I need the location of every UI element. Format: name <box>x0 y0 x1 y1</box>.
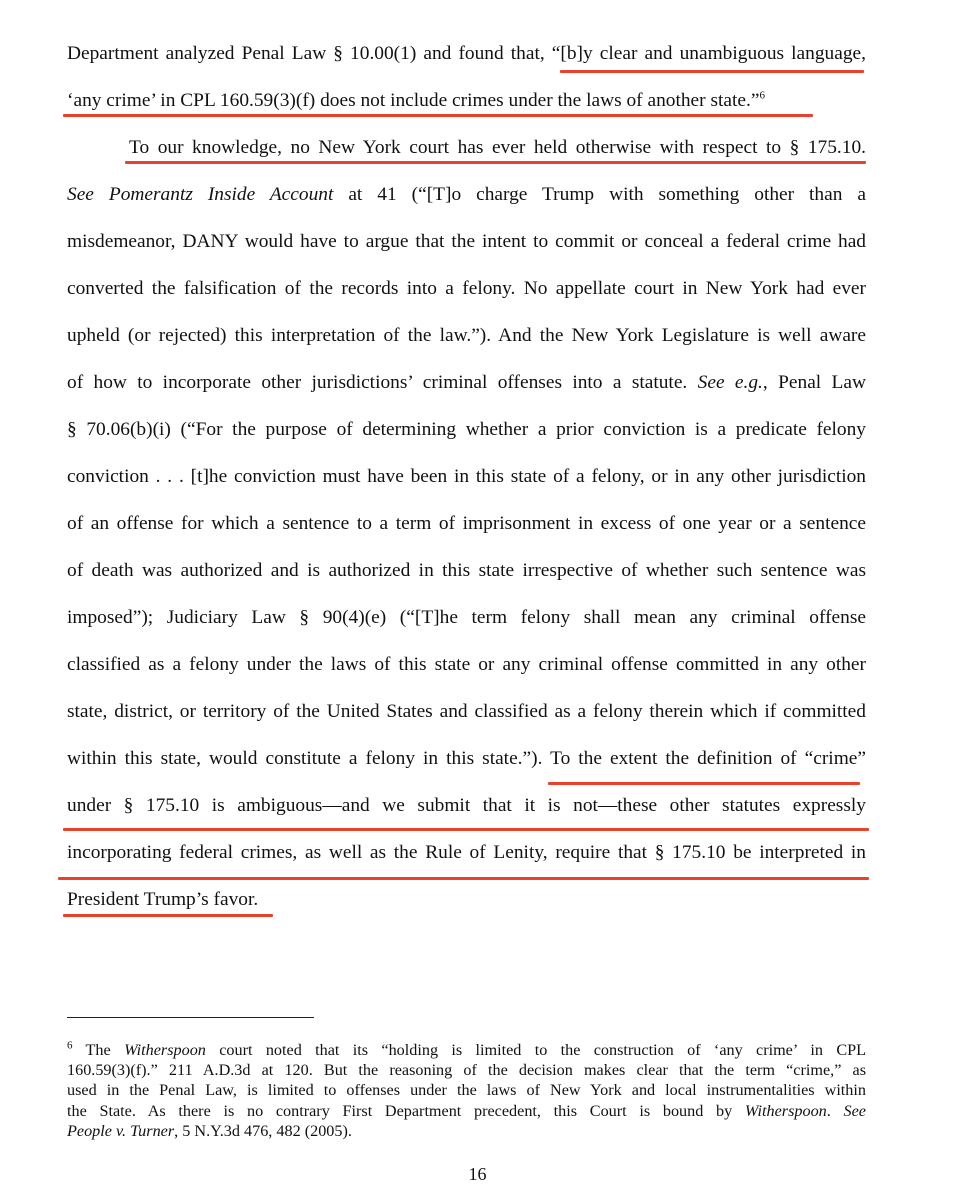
body-line-3: To our knowledge, no New York court has ever held otherwise with respect to § 175.10. <box>129 137 866 158</box>
body-line-15: state, district, or territory of the United States and classified as a felony therein which if committed <box>67 701 866 722</box>
highlight-underline-7 <box>63 914 273 917</box>
body-line-19: President Trump’s favor. <box>67 889 259 910</box>
highlight-underline-4 <box>548 782 860 785</box>
body-line-5: misdemeanor, DANY would have to argue that the intent to commit or conceal a federal crime had <box>67 231 866 252</box>
highlight-underline-1 <box>560 70 864 73</box>
footnote-6-line-4: the State. As there is no contrary First Department precedent, this Court is bound by Witherspoon. See <box>67 1102 866 1120</box>
footnote-number: 6 <box>67 1039 73 1052</box>
body-line-13: imposed”); Judiciary Law § 90(4)(e) (“[T]he term felony shall mean any criminal offense <box>67 607 866 628</box>
body-line-7: upheld (or rejected) this interpretation of the law.”). And the New York Legislature is well aware <box>67 325 866 346</box>
body-line-17: under § 175.10 is ambiguous—and we submit that it is not—these other statutes expressly <box>67 795 866 816</box>
body-line-2: ‘any crime’ in CPL 160.59(3)(f) does not include crimes under the laws of another state.”$^6$ <box>67 89 765 111</box>
body-line-18: incorporating federal crimes, as well as the Rule of Lenity, require that § 175.10 be interpreted in <box>67 842 866 863</box>
body-line-12: of death was authorized and is authorized in this state irrespective of whether such sentence was <box>67 560 866 581</box>
footnote-6-line-2: 160.59(3)(f).” 211 A.D.3d at 120. But the reasoning of the decision makes clear that the term “crime,” as <box>67 1061 866 1079</box>
highlight-underline-5 <box>63 828 869 831</box>
body-line-14: classified as a felony under the laws of this state or any criminal offense committed in any other <box>67 654 866 675</box>
highlight-underline-3 <box>125 161 866 164</box>
footnote-6-line-5: People v. Turner, 5 N.Y.3d 476, 482 (2005). <box>67 1122 352 1140</box>
body-line-11: of an offense for which a sentence to a term of imprisonment in excess of one year or a sentence <box>67 513 866 534</box>
body-line-16: within this state, would constitute a felony in this state.”). To the extent the definition of “crime” <box>67 748 866 769</box>
body-line-8: of how to incorporate other jurisdictions’ criminal offenses into a statute. See e.g., Penal Law <box>67 372 866 393</box>
footnote-6-line-3: used in the Penal Law, is limited to offenses under the laws of New York and local instrumentalities within <box>67 1081 866 1099</box>
body-line-4: See Pomerantz Inside Account at 41 (“[T]o charge Trump with something other than a <box>67 184 866 205</box>
body-line-6: converted the falsification of the records into a felony. No appellate court in New York had ever <box>67 278 866 299</box>
highlight-underline-6 <box>58 877 869 880</box>
highlight-underline-2 <box>63 114 813 117</box>
footnote-ref-6[interactable]: 6 <box>759 89 765 102</box>
body-line-9: § 70.06(b)(i) (“For the purpose of determining whether a prior conviction is a predicate felony <box>67 419 866 440</box>
body-line-10: conviction . . . [t]he conviction must have been in this state of a felony, or in any other jurisdiction <box>67 466 866 487</box>
body-line-1: Department analyzed Penal Law § 10.00(1) and found that, “[b]y clear and unambiguous language, <box>67 43 866 64</box>
page-number: 16 <box>468 1164 487 1184</box>
footnote-separator <box>67 1017 314 1018</box>
footnote-6-line-1: $^6$ The Witherspoon court noted that its “holding is limited to the construction of ‘any crime’ in CPL <box>67 1039 867 1059</box>
